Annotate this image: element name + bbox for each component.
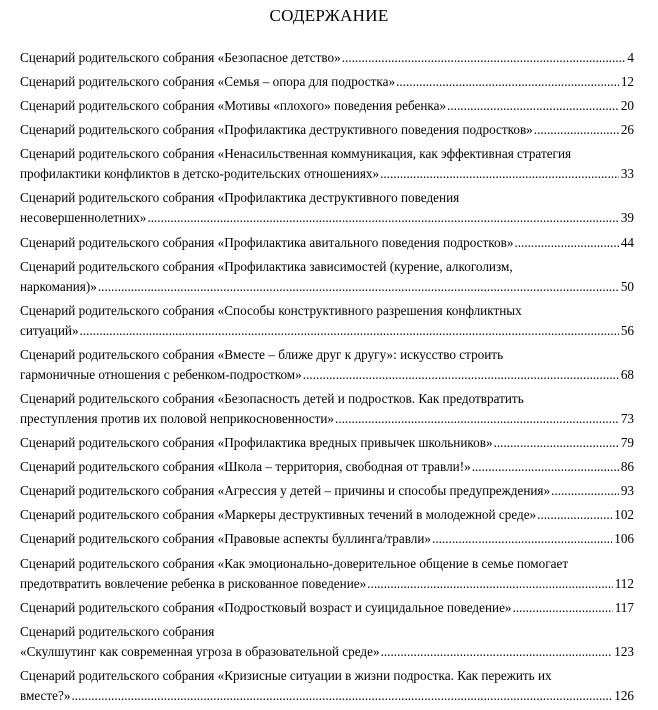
toc-entry-title-line: Сценарий родительского собрания «Способы конструктивного разрешения конфликтных xyxy=(20,302,522,318)
toc-entry-title: Сценарий родительского собрания «Агрессия у детей – причины и способы предупреждения» xyxy=(20,483,551,499)
dot-leader xyxy=(147,208,618,228)
toc-entry-title-line: Сценарий родительского собрания «Ненасильственная коммуникация, как эффективная стратегия xyxy=(20,146,572,162)
toc-entry[interactable] xyxy=(20,598,634,618)
table-of-contents xyxy=(20,48,634,710)
toc-page-number: 20 xyxy=(620,98,634,114)
toc-entry[interactable] xyxy=(20,622,634,662)
toc-entry[interactable] xyxy=(20,233,634,253)
dot-leader xyxy=(447,96,619,116)
dot-leader xyxy=(381,642,613,662)
toc-entry-title-line: Сценарий родительского собрания xyxy=(20,623,215,639)
toc-entry-title: Сценарий родительского собрания «Школа – территория, свободная от травли!» xyxy=(20,459,471,475)
toc-entry-title: предотвратить вовлечение ребенка в рискованное поведение» xyxy=(20,575,367,591)
toc-entry-row xyxy=(20,208,634,228)
toc-page-number: 117 xyxy=(614,599,634,615)
toc-entry-title-line: Сценарий родительского собрания «Профилактика зависимостей (курение, алкоголизм, xyxy=(20,258,513,274)
dot-leader xyxy=(396,72,619,92)
dot-leader xyxy=(71,686,612,706)
toc-entry[interactable] xyxy=(20,389,634,429)
toc-page-number: 12 xyxy=(620,74,634,90)
toc-entry[interactable] xyxy=(20,120,634,140)
toc-entry-title: Сценарий родительского собрания «Маркеры деструктивных течений в молодежной среде» xyxy=(20,507,537,523)
toc-entry-row xyxy=(20,48,634,68)
dot-leader xyxy=(342,48,626,68)
toc-entry-row xyxy=(20,164,634,184)
dot-leader xyxy=(513,598,613,618)
toc-entry-title-line: Сценарий родительского собрания «Вместе – ближе друг к другу»: искусство строить xyxy=(20,346,504,362)
dot-leader xyxy=(514,233,618,253)
toc-entry[interactable] xyxy=(20,505,634,525)
toc-page-number: 93 xyxy=(620,483,634,499)
dot-leader xyxy=(551,481,619,501)
toc-entry-title: Сценарий родительского собрания «Профилактика деструктивного поведения подростков» xyxy=(20,122,533,138)
toc-entry[interactable] xyxy=(20,144,634,184)
dot-leader xyxy=(80,321,619,341)
toc-entry[interactable] xyxy=(20,666,634,706)
toc-page-number: 33 xyxy=(620,166,634,182)
toc-entry[interactable] xyxy=(20,345,634,385)
toc-entry[interactable] xyxy=(20,554,634,594)
toc-page-number: 44 xyxy=(620,234,634,250)
toc-page-number: 73 xyxy=(620,410,634,426)
page-title: СОДЕРЖАНИЕ xyxy=(269,6,389,25)
toc-entry-row xyxy=(20,277,634,297)
toc-page-number: 102 xyxy=(614,507,634,523)
toc-entry[interactable] xyxy=(20,457,634,477)
toc-entry[interactable] xyxy=(20,96,634,116)
dot-leader xyxy=(537,505,612,525)
toc-entry-row xyxy=(20,409,634,429)
toc-entry-title: ситуаций» xyxy=(20,322,79,338)
toc-entry-title: преступления против их половой неприкосновенности» xyxy=(20,410,335,426)
toc-entry[interactable] xyxy=(20,301,634,341)
toc-entry-title: вместе?» xyxy=(20,687,71,703)
toc-page-number: 50 xyxy=(620,278,634,294)
dot-leader xyxy=(432,529,612,549)
toc-entry-title: Сценарий родительского собрания «Профилактика вредных привычек школьников» xyxy=(20,435,493,451)
toc-entry-row xyxy=(20,233,634,253)
toc-page-number: 4 xyxy=(627,50,634,65)
dot-leader xyxy=(303,365,619,385)
toc-entry-title: Сценарий родительского собрания «Семья – опора для подростка» xyxy=(20,74,396,90)
dot-leader xyxy=(367,574,612,594)
toc-entry-title: профилактики конфликтов в детско-родительских отношениях» xyxy=(20,166,380,182)
toc-page-number: 39 xyxy=(620,210,634,226)
toc-entry[interactable] xyxy=(20,72,634,92)
toc-page-number: 86 xyxy=(620,459,634,475)
toc-entry-title: Сценарий родительского собрания «Подростковый возраст и суицидальное поведение» xyxy=(20,599,512,615)
toc-page-number: 112 xyxy=(614,575,634,591)
toc-entry-row xyxy=(20,598,634,618)
toc-entry-row xyxy=(20,642,634,662)
toc-entry-title-line: Сценарий родительского собрания «Безопасность детей и подростков. Как предотвратить xyxy=(20,390,524,406)
toc-entry-row xyxy=(20,481,634,501)
toc-entry-row xyxy=(20,686,634,706)
toc-entry-row xyxy=(20,120,634,140)
toc-entry-title: Сценарий родительского собрания «Мотивы «плохого» поведения ребенка» xyxy=(20,98,447,114)
toc-entry-row xyxy=(20,433,634,453)
toc-entry-title: несовершеннолетних» xyxy=(20,210,147,226)
toc-entry-title-line: Сценарий родительского собрания «Кризисные ситуации в жизни подростка. Как пережить их xyxy=(20,667,552,683)
toc-entry-row xyxy=(20,72,634,92)
toc-page-number: 106 xyxy=(614,531,634,547)
toc-entry-row xyxy=(20,96,634,116)
toc-entry[interactable] xyxy=(20,257,634,297)
dot-leader xyxy=(494,433,619,453)
toc-entry[interactable] xyxy=(20,48,634,68)
dot-leader xyxy=(335,409,619,429)
toc-page-number: 126 xyxy=(614,687,634,703)
toc-entry-row xyxy=(20,365,634,385)
toc-entry-title: Сценарий родительского собрания «Профилактика авитального поведения подростков» xyxy=(20,234,514,250)
toc-entry-row xyxy=(20,505,634,525)
toc-entry[interactable] xyxy=(20,529,634,549)
toc-entry-title: гармоничные отношения с ребенком-подростком» xyxy=(20,366,302,382)
dot-leader xyxy=(472,457,619,477)
toc-page-number: 26 xyxy=(620,122,634,138)
toc-page-number: 56 xyxy=(620,322,634,338)
toc-page-number: 79 xyxy=(620,435,634,451)
toc-entry-row xyxy=(20,574,634,594)
toc-page-number: 68 xyxy=(620,366,634,382)
toc-entry-row xyxy=(20,321,634,341)
toc-entry[interactable] xyxy=(20,433,634,453)
toc-entry-title: наркомания)» xyxy=(20,278,97,294)
toc-entry-row xyxy=(20,457,634,477)
toc-entry-title: Сценарий родительского собрания «Правовые аспекты буллинга/травли» xyxy=(20,531,432,547)
dot-leader xyxy=(534,120,619,140)
toc-entry-row xyxy=(20,529,634,549)
dot-leader xyxy=(98,277,619,297)
toc-page-number: 123 xyxy=(614,643,634,659)
toc-entry[interactable] xyxy=(20,481,634,501)
toc-entry-title: «Скулшутинг как современная угроза в образовательной среде» xyxy=(20,643,380,659)
toc-entry-title: Сценарий родительского собрания «Безопасное детство» xyxy=(20,50,341,65)
dot-leader xyxy=(380,164,619,184)
toc-entry-title-line: Сценарий родительского собрания «Как эмоционально-доверительное общение в семье помогает xyxy=(20,555,569,571)
toc-entry-title-line: Сценарий родительского собрания «Профилактика деструктивного поведения xyxy=(20,190,460,206)
toc-entry[interactable] xyxy=(20,188,634,228)
